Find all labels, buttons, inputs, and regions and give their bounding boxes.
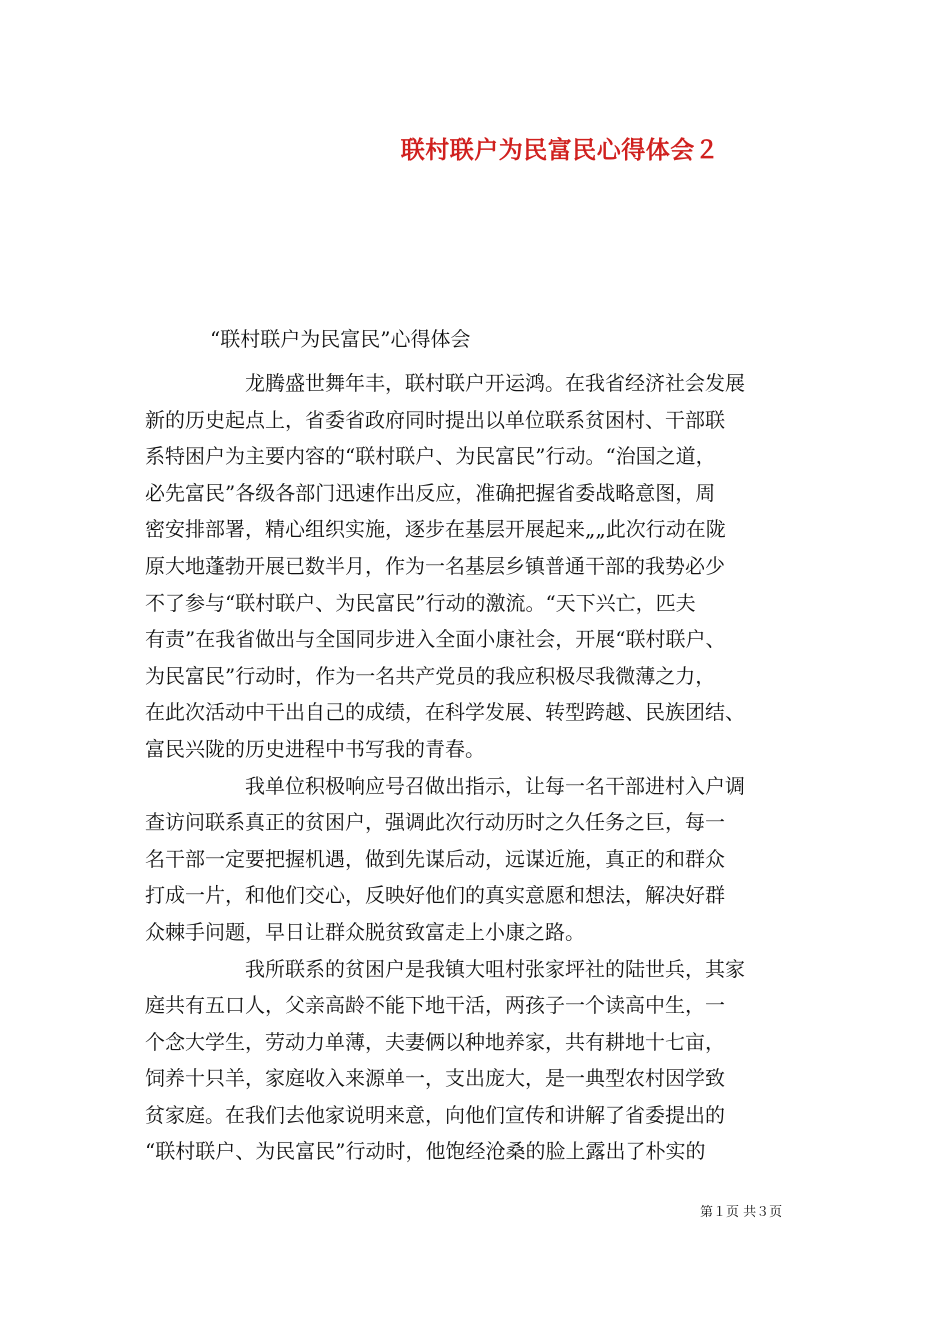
text-line: 密安排部署，精心组织实施，逐步在基层开展起来„„此次行动在陇 <box>145 517 726 542</box>
text-line: 众棘手问题，早日让群众脱贫致富走上小康之路。 <box>145 919 585 944</box>
page-number: 第１页 共３页 <box>700 1205 783 1220</box>
text-line: 在此次活动中干出自己的成绩，在科学发展、转型跨越、民族团结、 <box>145 700 745 725</box>
text-line: 为民富民”行动时，作为一名共产党员的我应积极尽我微薄之力， <box>145 663 716 688</box>
text-line: 个念大学生，劳动力单薄，夫妻俩以种地养家，共有耕地十七亩， <box>145 1029 725 1054</box>
document-subtitle: “联村联户为民富民”心得体会 <box>210 327 471 351</box>
text-line: 不了参与“联村联户、为民富民”行动的激流。“天下兴亡，匹夫 <box>145 590 696 615</box>
text-line: 必先富民”各级各部门迅速作出反应，准确把握省委战略意图，周 <box>145 480 716 505</box>
text-line: 有责”在我省做出与全国同步进入全面小康社会，开展“联村联户、 <box>145 627 726 652</box>
paragraph-3 <box>145 951 805 1171</box>
text-line: 饲养十只羊，家庭收入来源单一，支出庞大，是一典型农村因学致 <box>145 1066 725 1091</box>
text-line: 富民兴陇的历史进程中书写我的青春。 <box>145 736 485 761</box>
text-line: 贫家庭。在我们去他家说明来意，向他们宣传和讲解了省委提出的 <box>145 1102 725 1127</box>
paragraph-1 <box>145 365 805 768</box>
paragraph-2 <box>145 768 805 951</box>
text-line: 庭共有五口人，父亲高龄不能下地干活，两孩子一个读高中生，一 <box>145 993 725 1018</box>
text-line: 名干部一定要把握机遇，做到先谋后动，远谋近施，真正的和群众 <box>145 846 725 871</box>
text-line: 龙腾盛世舞年丰，联村联户开运鸿。在我省经济社会发展 <box>245 371 745 395</box>
document-title: 联村联户为民富民心得体会２ <box>400 135 720 164</box>
text-line: “联村联户、为民富民”行动时，他饱经沧桑的脸上露出了朴实的 <box>145 1139 706 1164</box>
text-line: 系特困户为主要内容的“联村联户、为民富民”行动。“治国之道， <box>145 444 716 469</box>
text-line: 原大地蓬勃开展已数半月，作为一名基层乡镇普通干部的我势必少 <box>145 553 725 578</box>
document-body <box>145 365 805 1170</box>
text-line: 新的历史起点上，省委省政府同时提出以单位联系贫困村、干部联 <box>145 407 725 432</box>
text-line: 打成一片，和他们交心，反映好他们的真实意愿和想法，解决好群 <box>145 883 725 908</box>
text-line: 我单位积极响应号召做出指示，让每一名干部进村入户调 <box>245 773 745 798</box>
text-line: 查访问联系真正的贫困户，强调此次行动历时之久任务之巨，每一 <box>145 810 725 835</box>
text-line: 我所联系的贫困户是我镇大咀村张家坪社的陆世兵，其家 <box>245 956 745 981</box>
